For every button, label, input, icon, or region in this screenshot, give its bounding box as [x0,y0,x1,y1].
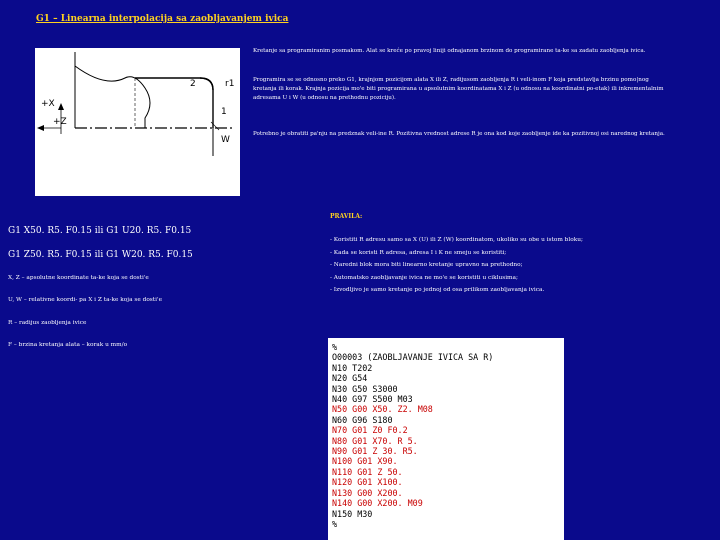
program-line: N120 G01 X100. [332,477,403,488]
program-line: % [332,342,338,352]
program-line: N150 M30 [332,508,373,519]
program-line: N130 G00 X200. [332,487,403,498]
program-line: N30 G50 S3000 [332,383,398,394]
cnc-program-listing [328,338,564,540]
program-line: O00003 (ZAOBLJAVANJE IVICA SA R) [332,352,494,363]
rule-item: - Izvodljivo je samo kretanje po jednoj od osa prilikom zaobljavanja ivica. [330,287,545,293]
interpolation-diagram [35,48,240,196]
example-line-1: G1 X50. R5. F0.15 ili G1 U20. R5. F0.15 [8,226,192,236]
program-line: N70 G01 Z0 F0.2 [332,425,408,436]
point-2-label: 2 [190,79,196,89]
rule-item: - Automatsko zaobljavanje ivica ne mo'e se koristiti u ciklusima; [330,274,518,281]
rule-item: - Koristiti R adresu samo sa X (U) ili Z (W) koordinatom, ukoliko su obe u istom bloku; [330,237,583,243]
program-line: N60 G96 S180 [332,414,393,425]
slide-title: G1 – Linearna interpolacija sa zaobljavanjem ivica [36,14,289,24]
legend-r: R – radijus zaobljenja ivice [8,320,87,326]
legend-uw: U, W – relativne koordi- pa X i Z ta-ke koja se dosti'e [8,297,162,303]
rule-item: - Kada se koristi R adresa, adresa I i K ne smeju se koristiti; [330,249,507,256]
description-paragraph-1: Kretanje sa programiranim posmakom. Alat se kreće po pravoj liniji odnajanom brzinom do programirane ta-ke sa zadatu zaobljenja ivica. [253,48,646,54]
legend-f: F – brzina kretanja alata – korak u mm/o [8,342,128,348]
example-line-2: G1 Z50. R5. F0.15 ili G1 W20. R5. F0.15 [8,250,193,260]
point-1-label: 1 [221,107,227,117]
plus-x-label: +X [41,99,55,109]
w-label: W [221,135,230,145]
legend-xz: X, Z – apsolutne koordinate ta-ke koja se dosti'e [8,275,149,281]
program-line: N20 G54 [332,373,368,384]
program-line: N140 G00 X200. M09 [332,498,423,509]
plus-z-label: +Z [53,117,67,127]
program-line: % [332,518,338,529]
program-line: N50 G00 X50. Z2. M08 [332,404,433,415]
pravila-title: PRAVILA: [330,213,363,220]
description-paragraph-2: Programira se se odnosno preko G1, krajnjom pozicijom alata X ili Z, radijusom zaobljenja R i veli-inom F koja predstavlja brzinu pomo|nog kretanja ili korak. Krajnja pozicija mo'e biti programirana u apsolutnim koordinatama X i Z (u odnosu na koordinatni po-etak) ili inkrementalnim adresama U i W (u odnosu na prethodnu poziciju). [253,77,664,101]
rules-list [330,234,715,297]
program-line: N110 G01 Z 50. [332,466,403,477]
description-paragraph-3: Potrebno je obratiti pa'nju na predznak veli-ine R. Pozitivna vrednost adrese R je ona kod koje zaobljenje ide ka pozitivnoj osi narednog kretanja. [253,131,665,137]
program-line: N100 G01 X90. [332,456,398,467]
program-line: N90 G01 Z 30. R5. [332,446,418,457]
r1-label: r1 [225,79,235,89]
program-line: N40 G97 S500 M03 [332,394,413,405]
rule-item: - Naredni blok mora biti linearno kretanje upravno na prethodno; [330,262,523,268]
program-line: N10 T202 [332,362,373,373]
program-line: N80 G01 X70. R 5. [332,435,418,446]
